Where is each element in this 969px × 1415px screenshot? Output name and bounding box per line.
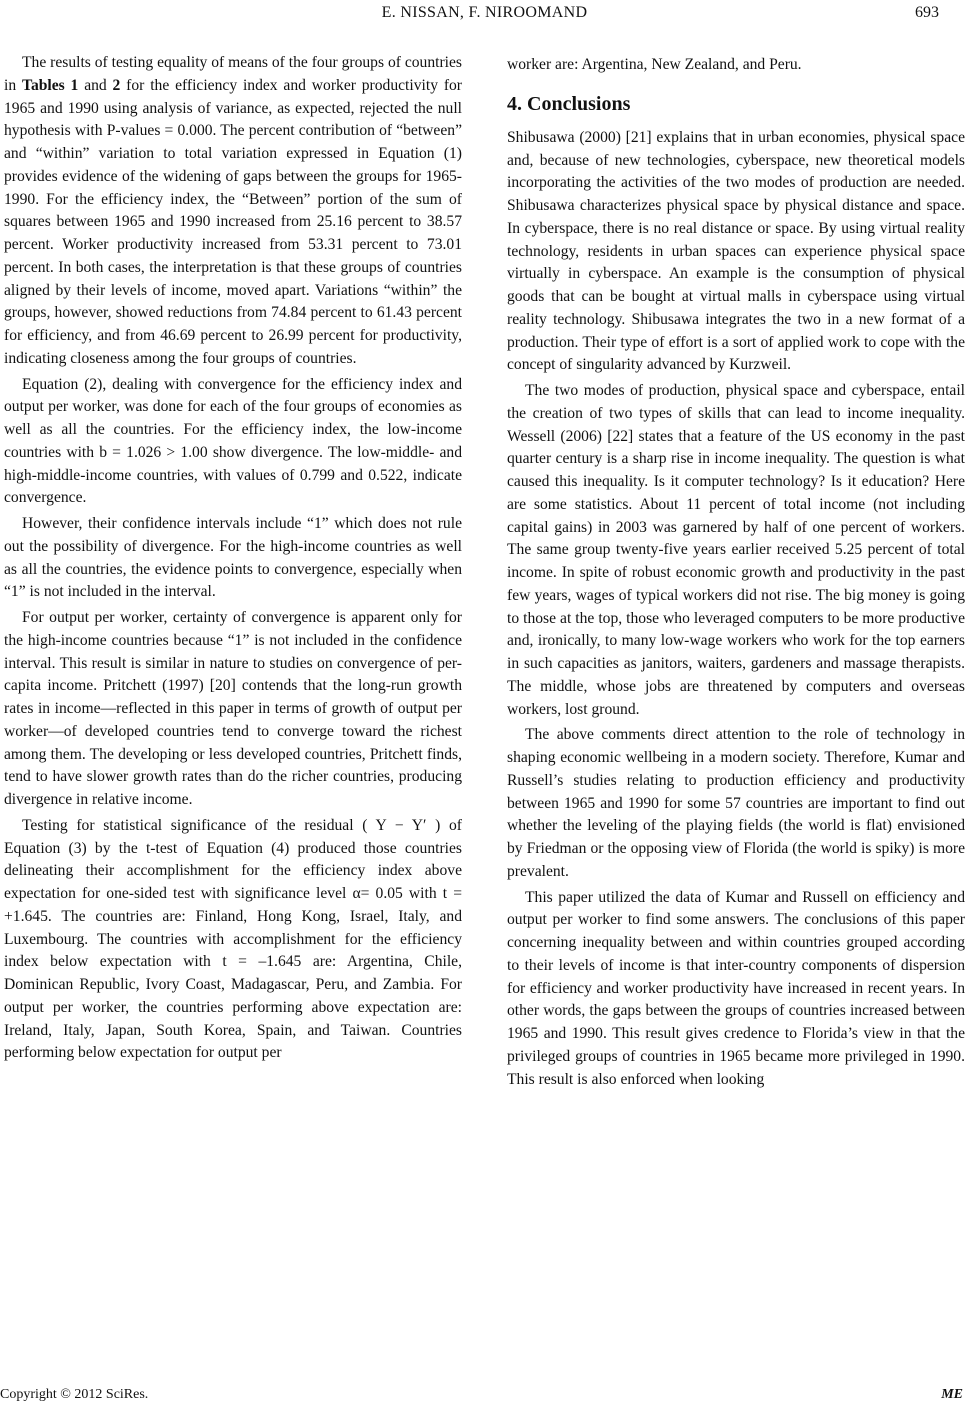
table-reference-1: Tables 1: [21, 76, 79, 94]
paragraph-anova-results: [4, 52, 462, 371]
right-column: [507, 54, 965, 1091]
running-title: E. NISSAN, F. NIROOMAND: [381, 4, 588, 21]
paragraph-technology-role: The above comments direct attention to the role of technology in shaping economic wellbeing in a modern society. Therefore, Kumar and Russell’s studies relating to production efficiency and productivity between 1965 and 1990 for some 57 countries are important to find out whether the leveling of the playing fields (the world is flat) envisioned by Friedman or the opposing view of Florida (the world is spiky) is more prevalent.: [507, 726, 965, 880]
paragraph-text: for the efficiency index and worker productivity for 1965 and 1990 using analysis of variance, as expected, rejected the null hypothesis with P-values = 0.000. The percent contribution of “between” and “within” variation to total variation expressed in Equation (1) provides evidence of the widening of gaps between the groups for 1965-1990. For the efficiency index, the “Between” portion of the sum of squares between 1965 and 1990 increased from 25.16 percent to 38.57 percent. Worker productivity increased from 53.31 percent to 73.01 percent. In both cases, the interpretation is that these groups of countries aligned by their levels of income, moved apart. Variations “within” the groups, however, showed reductions from 74.84 percent to 61.43 percent for efficiency, and from 46.69 percent to 26.99 percent for productivity, indicating closeness among the four groups of countries.: [4, 76, 462, 367]
paragraph-residual-test: Testing for statistical significance of the residual ( Y − Y′ ) of Equation (3) by the t-test of Equation (4) produced those countries delineating their accomplishment for the efficiency index above expectation for one-sided test with significance level α= 0.05 with t = +1.645. The countries are: Finland, Hong Kong, Israel, Italy, and Luxembourg. The countries with accomplishment for the efficiency index below expectation with t = –1.645 are: Argentina, Chile, Dominican Republic, Ivory Coast, Madagascar, Peru, and Zambia. For output per worker, the countries performing above expectation are: Ireland, Italy, Japan, South Korea, Spain, and Taiwan. Countries performing below expectation for output per: [4, 816, 462, 1062]
paragraph-shibusawa: Shibusawa (2000) [21] explains that in urban economies, physical space and, because of new technologies, cyberspace, new theoretical models incorporating the activities of the two modes of production are needed. Shibusawa characterizes physical space by physical distance and space. In cyberspace, there is no real distance or space. By using virtual reality technology, residents in urban spaces can experience physical space virtually in cyberspace. An example is the consumption of physical goods that can be bought at virtual malls in cyberspace using virtual reality technology. Shibusawa integrates the two in a new format of a production. Their type of effort is a sort of applied work to cope with the concept of singularity advanced by Kurzweil.: [507, 128, 965, 374]
section-heading-conclusions: 4. Conclusions: [507, 92, 631, 115]
table-reference-2: 2: [112, 76, 121, 94]
journal-abbreviation: ME: [941, 1387, 963, 1402]
paragraph-output-per-worker: For output per worker, certainty of convergence is apparent only for the high-income countries because “1” is not included in the confidence interval. This result is similar in nature to studies on convergence of per-capita income. Pritchett (1997) [20] contends that the long-run growth rates in income—reflected in this paper in terms of growth of output per worker—of developed countries tend to converge toward the richest among them. The developing or less developed countries, Pritchett finds, tend to have slower growth rates than do the richer countries, producing divergence in relative income.: [4, 609, 462, 808]
paragraph-text: and: [78, 76, 113, 94]
paragraph-paper-conclusions: This paper utilized the data of Kumar and Russell on efficiency and output per worker to find some answers. The conclusions of this paper concerning inequality between and within countries grouped according to their levels of income is that inter-country components of dispersion for efficiency and worker productivity have increased in recent years. In other words, the gaps between the groups of countries increased between 1965 and 1990. This result gives credence to Florida’s view in that the privileged groups of countries in 1965 became more privileged in 1990. This result is also enforced when looking: [507, 888, 965, 1088]
paragraph-income-inequality: The two modes of production, physical space and cyberspace, entail the creation of two types of skills that can lead to income inequality. Wessell (2006) [22] states that a feature of the US economy in the past quarter century is a sharp rise in income inequality. The question is what caused this inequality. Is it computer technology? Is it education? Here are some statistics. About 11 percent of total income (not including capital gains) in 2003 was garnered by half of one percent of workers. The same group twenty-five years earlier received 5.25 percent of total income. In spite of robust economic growth and productivity in the past few years, wages of typical workers did not rise. The big money is going to those at the top, those who leveraged computers to be more productive and, ironically, to many low-wage workers who work for the top earners in such capacities as janitors, waiters, gardeners and massage therapists. The middle, whose jobs are threatened by computers and overseas workers, lost ground.: [507, 382, 965, 718]
page-number: 693: [915, 4, 939, 21]
copyright-notice: Copyright © 2012 SciRes.: [0, 1387, 149, 1402]
paragraph-confidence-intervals: However, their confidence intervals include “1” which does not rule out the possibility of divergence. For the high-income countries as well as all the countries, the evidence points to convergence, especially when “1” is not included in the interval.: [4, 515, 462, 601]
paragraph-text: The results of testing equality of means of the four groups of countries in: [4, 54, 462, 94]
paragraph-convergence-efficiency: Equation (2), dealing with convergence for the efficiency index and output per worker, was done for each of the four groups of economies as well as all the countries. For the efficiency index, the low-income countries with b = 1.026 > 1.00 show divergence. The low-middle- and high-middle-income countries, with values of 0.799 and 0.522, indicate convergence.: [4, 375, 462, 507]
running-header: [0, 4, 969, 28]
paragraph-continuation: worker are: Argentina, New Zealand, and Peru.: [507, 56, 802, 73]
left-column: [4, 52, 462, 1065]
